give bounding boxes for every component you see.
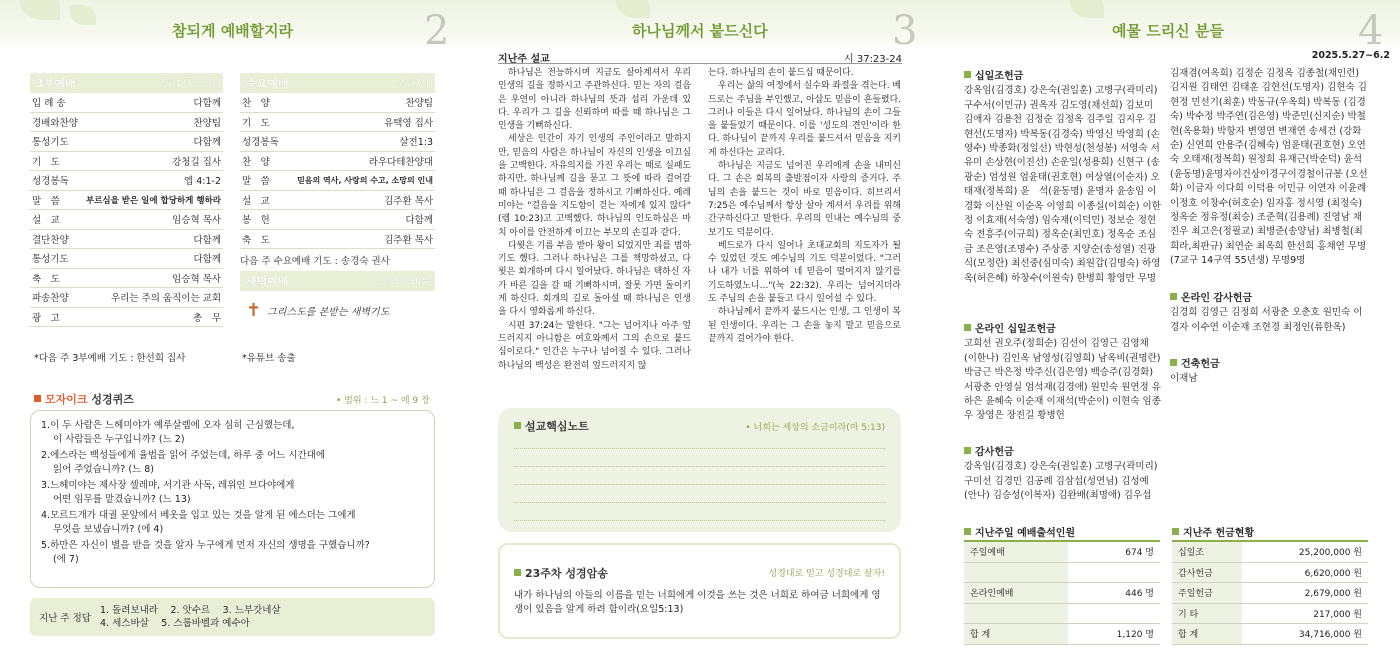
dawn-logo-text: 그리스도를 본받는 새벽기도 [267,306,390,318]
row-key [964,563,1068,583]
table-row [964,604,1160,625]
sermon-paragraph: 세상은 인간이 자기 인생의 주인이라고 말하지만, 믿음의 사람은 하나님이 자신의 인생을 이끄심을 고백한다. 자유의지를 가진 우리는 때로 실패도 하지만, 하나님께 길을 묻고 그 뜻에 따라 걸어갈 때 하나님은 그 걸음을 정하시고 기뻐하신다. 예레미야는 "걸음을 지도함이 걷는 자에게 있지 않다"(렘 10:23)고 고백했다. 하나님의 인도하심은 마치 아이를 안전하게 이끄는 부모의 손길과 같다. [498,134,691,238]
row-value: 217,000 원 [1313,609,1362,620]
table-row [30,230,223,250]
name-list: 김경희 김영근 김정희 서광춘 오춘호 원민숙 이경자 이수연 이순재 조현경 최정인(류한옥) [1170,307,1363,333]
wednesday-service-table [240,73,435,329]
table-row [240,152,435,172]
square-icon [964,71,971,78]
sermon-column-right [708,67,901,346]
page-header [934,0,1400,54]
row-key: 온라인예배 [964,583,1068,603]
question-line: 3.느헤미야는 제사장 셀레먀, 서기관 사독, 레위인 브다야에게 [41,480,295,491]
service-time: 오전 5시 30분 [374,277,429,287]
sermon-column-left [498,67,691,373]
square-icon [1170,359,1177,366]
memory-subtitle: 성경대로 믿고 성경대로 살자! [768,569,885,579]
row-key: 축 도 [32,273,60,285]
row-key: 축 도 [242,234,270,246]
question-line: (에 7) [53,553,79,565]
sermon-paragraph: 하나님께서 끝까지 붙드시는 인생, 그 인생이 복된 인생이다. 우리는 그 손을 놓지 말고 믿음으로 끝까지 걸어가야 한다. [708,307,901,344]
question-line: 4.모르드개가 대궐 문앞에서 베옷을 입고 있는 것을 알게 된 에스더는 그에게 [41,510,356,521]
name-list: 이재남 [1170,373,1198,385]
row-key: 감사헌금 [1172,563,1242,583]
table-row [1172,604,1368,625]
row-key: 경배와찬양 [32,117,78,129]
attendance-table [964,524,1160,645]
table-row [240,191,435,211]
sermon-paragraph: 하나님은 전능하시며 지금도 살아계셔서 우리 인생의 길을 정하시고 주관하신다. 믿는 자의 걸음은 우연이 아니라 하나님의 뜻과 섭리 가운데 있다. 우리가 그 길을 신뢰하며 따를 때 하나님은 그 인생을 기뻐하신다. [498,68,691,132]
sermon-paragraph: 베드로가 다시 일어나 초대교회의 지도자가 될 수 있었던 것도 예수님의 기도 덕분이었다. "그러나 내가 너를 위하여 네 믿음이 떨어지지 않기를 기도하였노니…"(눅 22:32). 우리는 넘어지더라도 주님의 손을 붙들고 다시 일어설 수 있다. [708,240,901,305]
tithe-section [964,70,1164,286]
table-row [1172,542,1368,563]
row-key: 말 씀 [242,176,270,188]
row-key: 기 도 [242,117,270,129]
memory-title-text: 23주차 성경암송 [525,567,608,580]
row-value: 찬양팀 [405,98,433,110]
answers-line: 4. 세스바살 5. 스룹바벨과 예수아 [100,618,250,629]
service-name: 수요예배 [246,77,289,90]
table-row [964,624,1160,645]
note-line [514,520,885,521]
row-value: 674 명 [1125,548,1154,559]
question-line: 이 사람들은 누구입니까? (느 2) [53,433,185,445]
page-number: 2 [424,8,450,54]
note-line [514,484,885,485]
offering-total-table [1172,524,1368,645]
question-line: 읽어 주었습니까? (느 8) [53,463,154,475]
row-key: 찬 양 [242,156,270,168]
service-time: 오후 1시 소강당 [156,79,217,89]
row-key: 통성기도 [32,254,69,266]
page-header [466,0,934,54]
row-value: 유택영 집사 [384,117,433,129]
row-value: 총 무 [193,312,221,324]
table-row [240,171,435,191]
row-key: 말 씀 [32,195,60,207]
section-title [964,446,1164,460]
sermon-paragraph: 다윗은 기름 부음 받아 왕이 되었지만 죄를 범하기도 했다. 그러나 하나님은 그를 책망하셨고, 다윗은 회개하며 다시 일어났다. 하나님은 택하신 자가 바른 길을 갈 때 기뻐하시며, 잘못 가면 돌이키게 하신다. 회개의 길로 돌아설 때 하나님은 인생을 다시 영화롭게 하신다. [498,240,691,318]
table-row [30,93,223,113]
notes-title [514,418,589,434]
thanks-continued [1170,67,1370,269]
section-title [1172,524,1368,542]
row-value: 우리는 주의 움직이는 교회 [110,293,221,305]
section-title-text: 지난주 헌금현황 [1183,528,1255,539]
notes-subtitle: • 너희는 세상의 소금이라(마 5:13) [745,423,885,433]
answers-text [100,604,281,630]
cross-icon: ✝ [246,299,262,321]
row-key: 십일조 [1172,542,1242,562]
notes-title-text: 설교핵심노트 [525,420,589,433]
leaf-decoration [20,0,60,20]
row-key: 설 교 [32,215,60,227]
row-value: 1,120 명 [1116,630,1154,641]
table-header [240,73,435,93]
row-key: 찬 양 [242,98,270,110]
table-row [30,191,223,211]
quiz-answers [30,598,435,636]
row-value: 임승혁 목사 [172,273,221,285]
section-title [964,323,1164,337]
square-icon [964,447,971,454]
dawn-note: *유튜브 송출 [242,353,296,364]
row-value: 446 명 [1125,589,1154,600]
table-row [240,132,435,152]
building-section [1170,358,1370,387]
table-row [30,308,223,328]
sermon-reference: 시 37:23-24 [844,54,902,65]
table-row [30,113,223,133]
row-value: 믿음의 역사, 사랑의 수고, 소망의 인내 [297,175,433,185]
section-title-text: 건축헌금 [1181,359,1220,370]
answers-line: 1. 돌려보내라 2. 앗수르 3. 느부갓네살 [100,605,281,616]
row-value: 살전1:3 [399,137,433,149]
section-title-text: 십일조헌금 [975,71,1024,82]
section-title [964,70,1164,84]
row-value: 6,620,000 원 [1304,568,1362,579]
name-list: 고희선 권오주(정희순) 김선이 김영근 김영채 (이한나) 김인옥 남영성(김영희) 남옥비(권명란) 박금근 박은정 박주신(김은영) 백승주(김경화) 서광춘 안영실 엄석재(김경애) 원민숙 원연정 유하은 윤혜숙 이순재 이재석(박순이) 이현숙 임종우 장영은 장진길 황병헌 [964,338,1161,422]
row-key: 합 계 [964,624,1068,644]
offering-date: 2025.5.27~6.2 [1311,50,1390,61]
quiz-question [41,479,424,506]
thanks-section [964,446,1164,504]
section-title-text: 지난주일 예배출석인원 [975,528,1076,539]
service-name: 3부예배 [36,77,76,90]
question-line: 1.이 두 사람은 느헤미야가 예루살렘에 오자 심히 근심했는데, [41,420,295,431]
row-value: 찬양팀 [193,117,221,129]
section-title [1170,292,1370,306]
page-title: 하나님께서 붙드신다 [632,22,768,40]
section-title [964,524,1160,542]
row-value: 김주환 목사 [384,195,433,207]
row-value: 2,679,000 원 [1304,589,1362,600]
quiz-question [41,509,424,536]
row-key: 입 례 송 [32,98,66,110]
quiz-question [41,419,424,446]
sermon-label: 지난주 설교 [498,54,550,65]
sermon-paragraph: 하나님은 지금도 넘어진 우리에게 손을 내미신다. 그 손은 회복의 출발점이자 사랑의 증거다. 주님의 손을 붙드는 것이 바로 믿음이다. 히브리서 7:25은 예수님께서 항상 살아 계셔서 우리를 위해 간구하신다고 말한다. 우리의 인내는 예수님의 중보기도 덕분이다. [708,161,901,238]
name-list: 김재겸(여옥희) 김정순 김정옥 김종철(채인련) 김지원 김태연 김태훈 김현선(도명자) 김현숙 김현정 민선기(최훈) 박동규(우옥희) 박복동 (김경숙) 박수정 박주연(김은영) 박준민(신지순) 박철현(옥용화) 박항자 변영연 변재연 송세건 (강화순) 신연희 안용주(김혜숙) 엄윤태(권호현) 오연숙 오태재(정복희) 원정희 유재근(박순덕) 윤석(윤동명)윤명자이건상이경구이경철이규봉 (오선화) 이금자 이다희 이덕용 이민규 이연자 이윤례 이정호 이창수(허호순) 임자홍 정시영 (최정숙) 정옥순 정유정(최승) 조준혁(김용례) 진영남 채진우 최고은(정필교) 최병준(송양님) 최병철(최희라,최판규) 최연순 최옥희 한선희 홍채연 무명(7교구 14구역 55년생) 무명9명 [1170,68,1368,267]
quiz-brand: 모자이크 [45,393,88,406]
row-key: 성경봉독 [32,176,69,188]
table-row [240,210,435,230]
square-icon [964,324,971,331]
table-row [1172,563,1368,584]
table-row [30,152,223,172]
row-key: 통성기도 [32,137,69,149]
table-row [964,563,1160,584]
row-value: 34,716,000 원 [1298,630,1362,641]
section-title-text: 온라인 십일조헌금 [975,324,1056,335]
question-line: 2.에스라는 백성들에게 율법을 읽어 주었는데, 하루 중 어느 시간대에 [41,450,326,461]
quiz-title [34,391,134,407]
quiz-question [41,539,424,566]
question-line: 어떤 임무를 맡겼습니까? (느 13) [53,493,191,505]
row-key [964,604,1068,624]
quiz-question [41,449,424,476]
sunday-service-table [30,73,223,327]
row-value: 라우다테찬양대 [368,156,433,168]
table-row [30,171,223,191]
row-key: 주일헌금 [1172,583,1242,603]
square-icon [34,395,41,402]
square-icon [1172,528,1179,535]
row-key: 기 타 [1172,604,1242,624]
table-row [30,249,223,269]
table-row [964,542,1160,563]
row-value: 엡 4:1-2 [184,176,221,188]
table-row [964,583,1160,604]
page-header [0,0,466,54]
row-value: 김주환 목사 [384,234,433,246]
note-line [514,502,885,503]
section-title [1170,358,1370,372]
section-title-text: 온라인 감사헌금 [1181,293,1253,304]
row-value: 다함께 [193,234,221,246]
note-line [514,466,885,467]
name-list: 강옥임(김경호) 강은숙(권일훈) 고병구(곽미리) 구미선 김경민 김공례 김삼섭(성연님) 김성예 (안나) 김승성(이복자) 김완배(최명애) 김우섭 [964,461,1158,502]
quiz-range: • 범위 : 느 1 ~ 에 9 장 [336,396,430,406]
row-value: 25,200,000 원 [1298,548,1362,559]
memory-title [514,565,608,581]
square-icon [1170,293,1177,300]
row-value: 강청길 집사 [172,156,221,168]
row-key: 주일예배 [964,542,1068,562]
row-key: 파송찬양 [32,293,69,305]
page-sermon [466,0,934,662]
online-tithe-section [964,323,1164,424]
square-icon [514,422,521,429]
question-line: 5.하만은 자신이 별을 받을 것을 알자 누구에게 먼저 자신의 생명을 구했습니까? [41,540,370,551]
page-worship [0,0,466,662]
section-title-text: 감사헌금 [975,447,1014,458]
page-number: 3 [892,8,918,54]
row-value: 다함께 [193,98,221,110]
table-row [240,113,435,133]
table-row [30,288,223,308]
row-key: 설 교 [242,195,270,207]
table-row [30,210,223,230]
quiz-box [30,410,435,588]
question-line: 무엇을 보냈습니까? (에 4) [53,523,164,535]
row-key: 성경봉독 [242,137,279,149]
service-time: 오후 7시 [396,79,429,89]
row-value: 다함께 [193,137,221,149]
row-key: 봉 헌 [242,215,270,227]
note-line [514,448,885,449]
row-key: 기 도 [32,156,60,168]
row-key: 결단찬양 [32,234,69,246]
row-key: 합 계 [1172,624,1242,644]
table-header [240,271,435,291]
table-row [30,269,223,289]
memory-verse-box [498,543,901,639]
service-name: 새벽예배 [246,275,289,288]
row-key: 광 고 [32,312,60,324]
sermon-paragraph: 우리는 삶의 여정에서 실수와 좌절을 겪는다. 베드로는 주님을 부인했고, 아삽도 믿음이 흔들렸다. 그러나 이들은 다시 일어났다. 하나님의 손이 그들을 붙들었기 때문이다. 이를 '성도의 견인'이라 한다. 하나님이 끝까지 우리를 붙드셔서 믿음을 지키게 하신다는 교리다. [708,81,901,158]
table-row [240,93,435,113]
dawn-logo [240,291,435,329]
sunday-note: *다음 주 3부예배 기도 : 한선희 집사 [34,353,186,364]
table-row [240,230,435,250]
memory-verse: 내가 하나님의 아들의 이름을 믿는 너희에게 이것을 쓰는 것은 너희로 하여금 너희에게 영생이 있음을 알게 하려 함이라(요일5:13) [514,590,881,615]
wednesday-note: 다음 주 수요예배 기도 : 송경숙 권사 [240,256,390,267]
leaf-decoration [616,0,650,18]
sermon-notes-box [498,408,901,532]
answers-label: 지난 주 정답 [39,613,91,624]
name-list: 강옥임(김경호) 강은숙(권일훈) 고병구(곽미리) 구수서(이민규) 권옥자 김도영(채선희) 김보미 김애자 김용천 김정순 김정옥 김주일 김지우 김현선(도명자) 박복동(김경숙) 박영신 박영희 (손영수) 박종화(정일선) 박현성(천성봉) 서영숙 서유미 손상현(이진선) 손운일(성용희) 신현구 (송광순) 엄성원 엄윤태(권호현) 여상열(이순자) 오태재(정복희) 윤 석(윤동명) 윤명자 윤송임 이경화 이산원 이순옥 이영희 이종실(이희순) 이한정 이효재(서숙영) 임숙재(이덕민) 정보순 정현숙 전흥주(이규희) 정옥순(최민호) 정옥순 조심금 조은영(조명수) 주상중 지양순(송성열) 진광식(모정란) 최선중(심미숙) 최원갑(김명숙) 하영옥(허은혜) 하창수(이원숙) 한병희 황영만 무명 [964,85,1161,284]
square-icon [514,569,521,576]
table-row [1172,583,1368,604]
quiz-brand-sub: 성경퀴즈 [91,393,134,406]
row-value: 임승혁 목사 [172,215,221,227]
table-header [30,73,223,93]
row-value: 다함께 [193,254,221,266]
sermon-paragraph: 시편 37:24는 말한다. "그는 넘어지나 아주 엎드러지지 아니함은 여호와께서 그의 손으로 붙드심이로다." 인간은 누구나 넘어질 수 있다. 그러나 하나님의 백성은 완전히 엎드러지지 않 [498,320,691,371]
leaf-decoration [70,5,96,25]
divider [498,63,902,64]
sermon-paragraph: 는다. 하나님의 손이 붙드심 때문이다. [708,68,854,78]
square-icon [964,528,971,535]
row-value: 부르심을 받은 일에 합당하게 행하라 [85,195,221,206]
page-title: 참되게 예배할지라 [172,22,294,40]
page-title: 예물 드리신 분들 [1112,22,1224,40]
row-value: 다함께 [405,215,433,227]
page-number: 4 [1358,8,1384,54]
table-row [1172,624,1368,645]
leaf-decoration [1070,0,1104,18]
online-thanks-section [1170,292,1370,335]
table-row [30,132,223,152]
page-offerings [934,0,1400,662]
